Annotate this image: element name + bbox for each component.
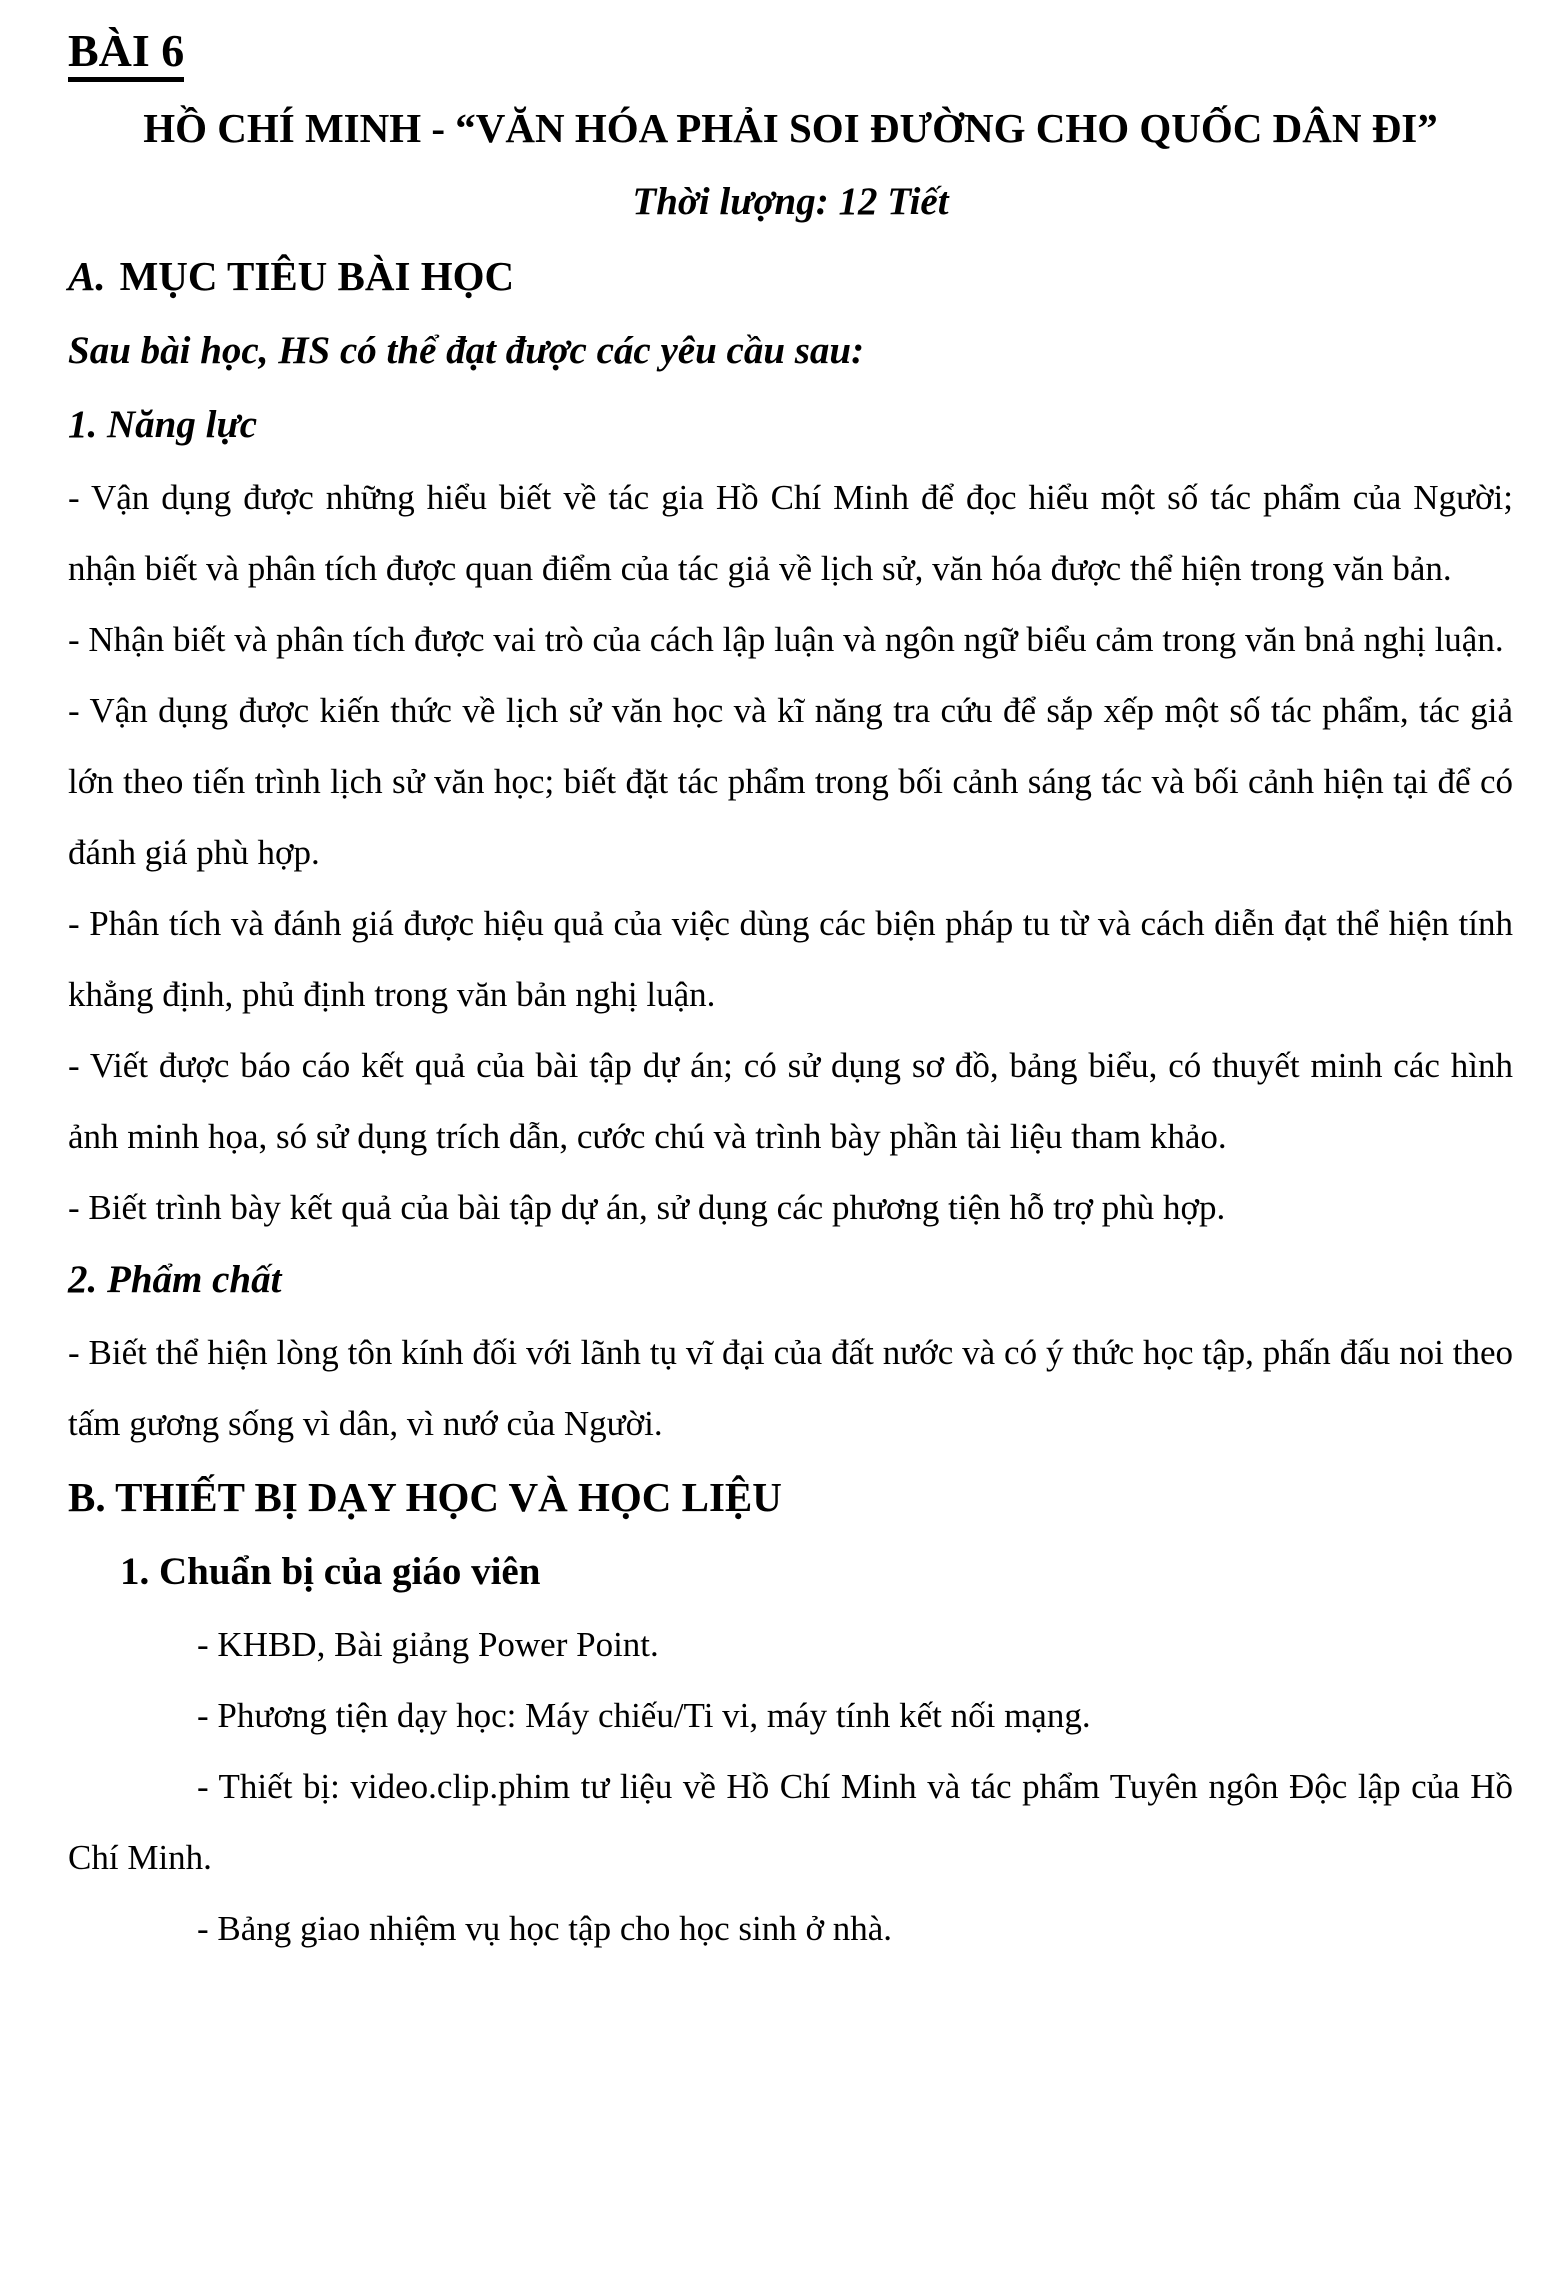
- competence-bullet: - Vận dụng được những hiểu biết về tác gia Hồ Chí Minh để đọc hiểu một số tác phẩm của Người; nhận biết và phân tích được quan điểm của tác giả về lịch sử, văn hóa được thể hiện trong văn bản.: [68, 478, 1513, 588]
- competence-heading: 1. Năng lực: [68, 403, 258, 446]
- section-a-heading-text: MỤC TIÊU BÀI HỌC: [119, 253, 515, 299]
- teacher-prep-bullet: - Bảng giao nhiệm vụ học tập cho học sinh ở nhà.: [197, 1909, 893, 1948]
- section-a-prefix: A.: [68, 253, 106, 299]
- teacher-prep-bullet: - KHBD, Bài giảng Power Point.: [197, 1625, 659, 1664]
- quality-bullet: - Biết thể hiện lòng tôn kính đối với lãnh tụ vĩ đại của đất nước và có ý thức học tập, phấn đấu noi theo tấm gương sống vì dân, vì nướ của Người.: [68, 1333, 1513, 1443]
- lesson-number-text: BÀI 6: [68, 25, 184, 82]
- section-b-heading: B. THIẾT BỊ DẠY HỌC VÀ HỌC LIỆU: [68, 1474, 782, 1520]
- quality-heading: 2. Phẩm chất: [68, 1258, 282, 1301]
- competence-bullet: - Biết trình bày kết quả của bài tập dự án, sử dụng các phương tiện hỗ trợ phù hợp.: [68, 1188, 1226, 1227]
- document-title: HỒ CHÍ MINH - “VĂN HÓA PHẢI SOI ĐƯỜNG CHO QUỐC DÂN ĐI”: [143, 105, 1438, 151]
- section-a-heading: [68, 238, 1513, 314]
- teacher-prep-heading: 1. Chuẩn bị của giáo viên: [120, 1550, 541, 1593]
- teacher-prep-bullet: - Phương tiện dạy học: Máy chiếu/Ti vi, máy tính kết nối mạng.: [197, 1696, 1091, 1735]
- section-a-intro: Sau bài học, HS có thể đạt được các yêu cầu sau:: [68, 329, 865, 372]
- competence-bullet: - Nhận biết và phân tích được vai trò của cách lập luận và ngôn ngữ biểu cảm trong văn bnả nghị luận.: [68, 620, 1504, 659]
- duration-line: Thời lượng: 12 Tiết: [632, 180, 949, 223]
- teacher-prep-bullet: - Thiết bị: video.clip.phim tư liệu về Hồ Chí Minh và tác phẩm Tuyên ngôn Độc lập của Hồ Chí Minh.: [68, 1767, 1513, 1877]
- competence-bullet: - Vận dụng được kiến thức về lịch sử văn học và kĩ năng tra cứu để sắp xếp một số tác phẩm, tác giả lớn theo tiến trình lịch sử văn học; biết đặt tác phẩm trong bối cảnh sáng tác và bối cảnh hiện tại để có đánh giá phù hợp.: [68, 691, 1513, 872]
- competence-bullet: - Viết được báo cáo kết quả của bài tập dự án; có sử dụng sơ đồ, bảng biểu, có thuyết minh các hình ảnh minh họa, só sử dụng trích dẫn, cước chú và trình bày phần tài liệu tham khảo.: [68, 1046, 1513, 1156]
- competence-bullet: - Phân tích và đánh giá được hiệu quả của việc dùng các biện pháp tu từ và cách diễn đạt thể hiện tính khẳng định, phủ định trong văn bản nghị luận.: [68, 904, 1513, 1014]
- lesson-number: [68, 12, 1513, 90]
